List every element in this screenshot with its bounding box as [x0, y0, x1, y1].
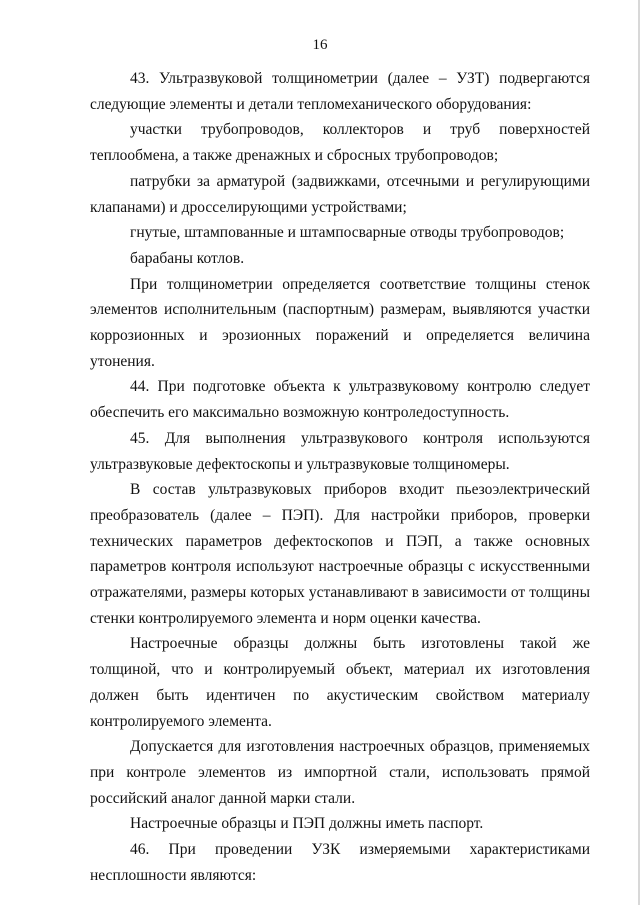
paragraph-46: 46. При проведении УЗК измеряемыми характеристиками несплошности являются:	[90, 841, 590, 884]
list-item-drums: барабаны котлов.	[130, 249, 245, 267]
paragraph-43-intro: 43. Ультразвуковой толщинометрии (далее – УЗТ) подвергаются следующие элементы и детали тепломеханического оборудования:	[90, 70, 590, 113]
paragraph-imported-steel: Допускается для изготовления настроечных образцов, применяемых при контроле элементов из импортной стали, использовать прямой российский аналог данной марки стали.	[90, 738, 590, 807]
paragraph-44: 44. При подготовке объекта к ультразвуковому контролю следует обеспечить его максимально возможную контроледоступность.	[90, 378, 590, 422]
paragraph-45: 45. Для выполнения ультразвукового контроля используются ультразвуковые дефектоскопы и ультразвуковые толщиномеры.	[90, 429, 590, 473]
list-item-pipelines: участки трубопроводов, коллекторов и труб поверхностей теплообмена, а также дренажных и сбросных трубопроводов;	[90, 121, 590, 165]
paragraph-calibration-samples: Настроечные образцы должны быть изготовлены такой же толщиной, что и контролируемый объект, материал их изготовления должен быть идентичен по акустическим свойством материалу контролируемого элемента.	[90, 635, 590, 730]
paragraph-thickness-measurement: При толщинометрии определяется соответствие толщины стенок элементов исполнительным (паспортным) размерам, выявляются участки коррозионных и эрозионных поражений и определяется величина утонения.	[90, 275, 590, 370]
list-item-bends: гнутые, штампованные и штампосварные отводы трубопроводов;	[130, 224, 565, 242]
paragraph-pep: В состав ультразвуковых приборов входит пьезоэлектрический преобразователь (далее – ПЭП). Для настройки приборов, проверки технических параметров дефектоскопов и ПЭП, а также основных параметров контроля используют настроечные образцы с искусственными отражателями, размеры которых устанавливают в зависимости от толщины стенки контролируемого элемента и норм оценки качества.	[90, 481, 590, 627]
page-number: 16	[312, 37, 328, 53]
list-item-nozzles: патрубки за арматурой (задвижками, отсечными и регулирующими клапанами) и дросселирующими устройствами;	[90, 172, 590, 216]
paragraph-passport: Настроечные образцы и ПЭП должны иметь паспорт.	[130, 815, 484, 833]
document-body	[90, 66, 590, 889]
